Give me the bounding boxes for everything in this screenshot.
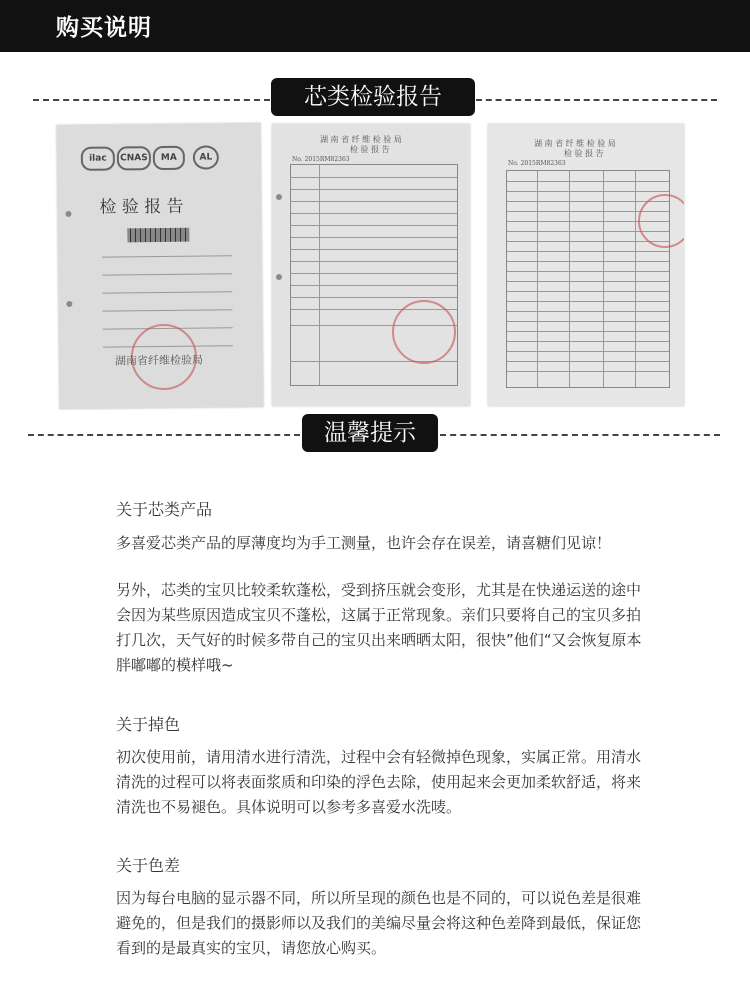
cal-logo: AL [193, 145, 219, 169]
barcode [128, 228, 190, 243]
ilac-logo: ilac [81, 146, 115, 170]
divider-right-1 [476, 99, 717, 101]
binding-hole [276, 194, 282, 200]
inspection-report-label: 芯类检验报告 [271, 78, 475, 116]
divider-right-2 [440, 434, 720, 436]
binding-hole [66, 301, 72, 307]
binding-hole [65, 211, 71, 217]
tips-label: 温馨提示 [302, 414, 438, 452]
header-title: 购买说明 [56, 15, 152, 41]
inspection-report-results [488, 124, 684, 406]
inspection-report-cover [57, 123, 264, 409]
divider-left-2 [28, 434, 300, 436]
section-heading-color-fading: 关于掉色 [116, 715, 181, 734]
section-paragraph: 另外，芯类的宝贝比较柔软蓬松，受到挤压就会变形，尤其是在快递运送的途中会因为某些原因造成宝贝不蓬松，这属于正常现象。亲们只要将自己的宝贝多拍打几次，天气好的时候多带自己的宝贝出来晒晒太阳，很快”他们“又会恢复原本胖嘟嘟的模样哦~ [116, 581, 642, 674]
header-bar [0, 0, 750, 52]
divider-left-1 [33, 99, 270, 101]
cnas-logo: CNAS [117, 146, 151, 170]
report-results-code: No. 2015RM82363 [508, 160, 566, 167]
report-results-title-2: 检 验 报 告 [564, 149, 604, 158]
inspection-report-page [272, 124, 470, 406]
section-heading-color-difference: 关于色差 [116, 856, 181, 875]
report-results-title-1: 湖 南 省 纤 维 检 验 局 [534, 139, 616, 148]
section-heading-core-products: 关于芯类产品 [116, 500, 213, 519]
section-paragraph: 因为每台电脑的显示器不同，所以所呈现的颜色也是不同的，可以说色差是很难避免的，但是我们的摄影师以及我们的美编尽量会将这种色差降到最低，保证您看到的是最真实的宝贝，请您放心购买。 [116, 889, 642, 957]
report-page-code: No. 2015RM82363 [292, 156, 350, 163]
section-paragraph: 多喜爱芯类产品的厚薄度均为手工测量，也许会存在误差，请喜糖们见谅！ [116, 534, 612, 552]
report-page-title-1: 湖 南 省 纤 维 检 验 局 [320, 135, 402, 144]
ma-logo: MA [153, 146, 185, 170]
binding-hole [276, 274, 282, 280]
report-cover-org: 湖南省纤维检验局 [114, 353, 204, 368]
official-stamp [392, 300, 456, 364]
official-stamp [638, 194, 684, 248]
section-paragraph: 初次使用前，请用清水进行清洗，过程中会有轻微掉色现象，实属正常。用清水清洗的过程可以将表面浆质和印染的浮色去除，使用起来会更加柔软舒适，将来清洗也不易褪色。具体说明可以参考多喜爱水洗唛。 [116, 748, 642, 816]
report-page-title-2: 检 验 报 告 [350, 145, 390, 154]
report-cover-title: 检 验 报 告 [99, 196, 184, 218]
